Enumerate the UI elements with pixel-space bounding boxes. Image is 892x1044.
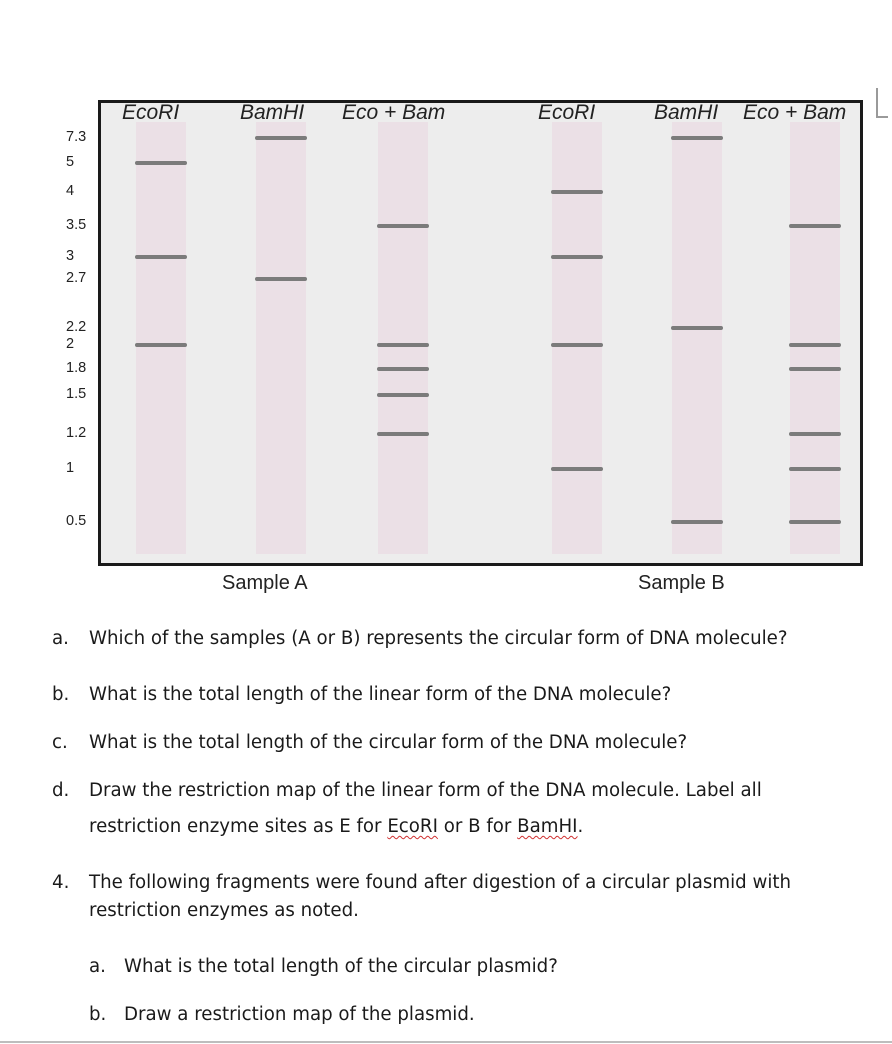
gel-band: [135, 161, 187, 165]
question-marker: c.: [52, 732, 68, 753]
question-text: What is the total length of the linear form of the DNA molecule?: [89, 684, 672, 705]
size-marker-label: 2.7: [66, 270, 87, 286]
gel-band: [551, 255, 603, 259]
size-marker-label: 7.3: [66, 129, 87, 145]
gel-band: [789, 343, 841, 347]
gel-band: [135, 255, 187, 259]
gel-band: [377, 432, 429, 436]
subquestion-marker: b.: [89, 1004, 107, 1025]
lane-header-a-eco-bam: Eco + Bam: [342, 101, 446, 124]
gel-band: [551, 467, 603, 471]
problem-4-question-a: [0, 956, 892, 982]
problem-marker: 4.: [52, 872, 70, 893]
lane-header-a-bamhi: BamHI: [240, 101, 305, 124]
sample-a-label: Sample A: [222, 572, 308, 594]
question-text-line1: Draw the restriction map of the linear form of the DNA molecule. Label all: [89, 780, 762, 801]
gel-band: [789, 467, 841, 471]
size-marker-label: 2.2: [66, 319, 87, 335]
subquestion-text: What is the total length of the circular plasmid?: [124, 956, 558, 977]
gel-lane: [790, 122, 840, 554]
gel-band: [377, 343, 429, 347]
gel-band: [551, 190, 603, 194]
gel-band: [671, 520, 723, 524]
gel-band: [255, 277, 307, 281]
subquestion-text: Draw a restriction map of the plasmid.: [124, 1004, 475, 1025]
gel-lane: [552, 122, 602, 554]
subquestion-marker: a.: [89, 956, 106, 977]
size-marker-label: 4: [66, 183, 75, 199]
lane-header-b-eco-bam: Eco + Bam: [743, 101, 847, 124]
gel-band: [789, 224, 841, 228]
problem-4-question-b: [0, 1004, 892, 1030]
size-marker-label: 1: [66, 460, 75, 476]
gel-band: [789, 432, 841, 436]
enzyme-ecori-text: EcoRI: [387, 816, 438, 837]
page-divider: [0, 1041, 892, 1043]
gel-band: [377, 393, 429, 397]
gel-band: [135, 343, 187, 347]
size-marker-label: 5: [66, 154, 75, 170]
lane-header-b-ecori: EcoRI: [538, 101, 596, 124]
corner-bracket: [876, 88, 888, 118]
gel-band: [789, 367, 841, 371]
problem-4-line1: [0, 872, 892, 898]
gel-lane: [378, 122, 428, 554]
question-d: [0, 780, 892, 806]
question-a: [0, 628, 892, 654]
sample-b-label: Sample B: [638, 572, 725, 594]
problem-text-line1: The following fragments were found after digestion of a circular plasmid with: [89, 872, 792, 893]
gel-band: [789, 520, 841, 524]
question-text-line2: [89, 816, 583, 837]
question-c: [0, 732, 892, 758]
line2-prefix: restriction enzyme sites as E for: [89, 816, 388, 837]
lane-header-a-ecori: EcoRI: [122, 101, 180, 124]
lane-header-b-bamhi: BamHI: [654, 101, 719, 124]
gel-frame: [98, 100, 863, 566]
line2-mid: or B for: [437, 816, 518, 837]
size-marker-label: 1.8: [66, 360, 87, 376]
question-text: Which of the samples (A or B) represents the circular form of DNA molecule?: [89, 628, 788, 649]
gel-band: [551, 343, 603, 347]
line2-suffix: .: [577, 816, 584, 837]
size-marker-label: 1.5: [66, 386, 87, 402]
gel-band: [377, 367, 429, 371]
question-b: [0, 684, 892, 710]
question-marker: a.: [52, 628, 69, 649]
gel-band: [255, 136, 307, 140]
gel-lane: [672, 122, 722, 554]
question-marker: b.: [52, 684, 70, 705]
gel-band: [671, 136, 723, 140]
size-marker-label: 3: [66, 248, 75, 264]
size-marker-label: 1.2: [66, 425, 87, 441]
question-d-line2: [0, 816, 892, 842]
enzyme-bamhi-text: BamHI: [517, 816, 578, 837]
gel-band: [377, 224, 429, 228]
size-marker-label: 0.5: [66, 513, 87, 529]
size-marker-label: 2: [66, 336, 75, 352]
gel-lane: [136, 122, 186, 554]
problem-text-line2: restriction enzymes as noted.: [89, 900, 359, 921]
question-marker: d.: [52, 780, 70, 801]
problem-4-line2: [0, 900, 892, 926]
gel-lane: [256, 122, 306, 554]
size-marker-label: 3.5: [66, 217, 87, 233]
gel-band: [671, 326, 723, 330]
question-text: What is the total length of the circular form of the DNA molecule?: [89, 732, 688, 753]
